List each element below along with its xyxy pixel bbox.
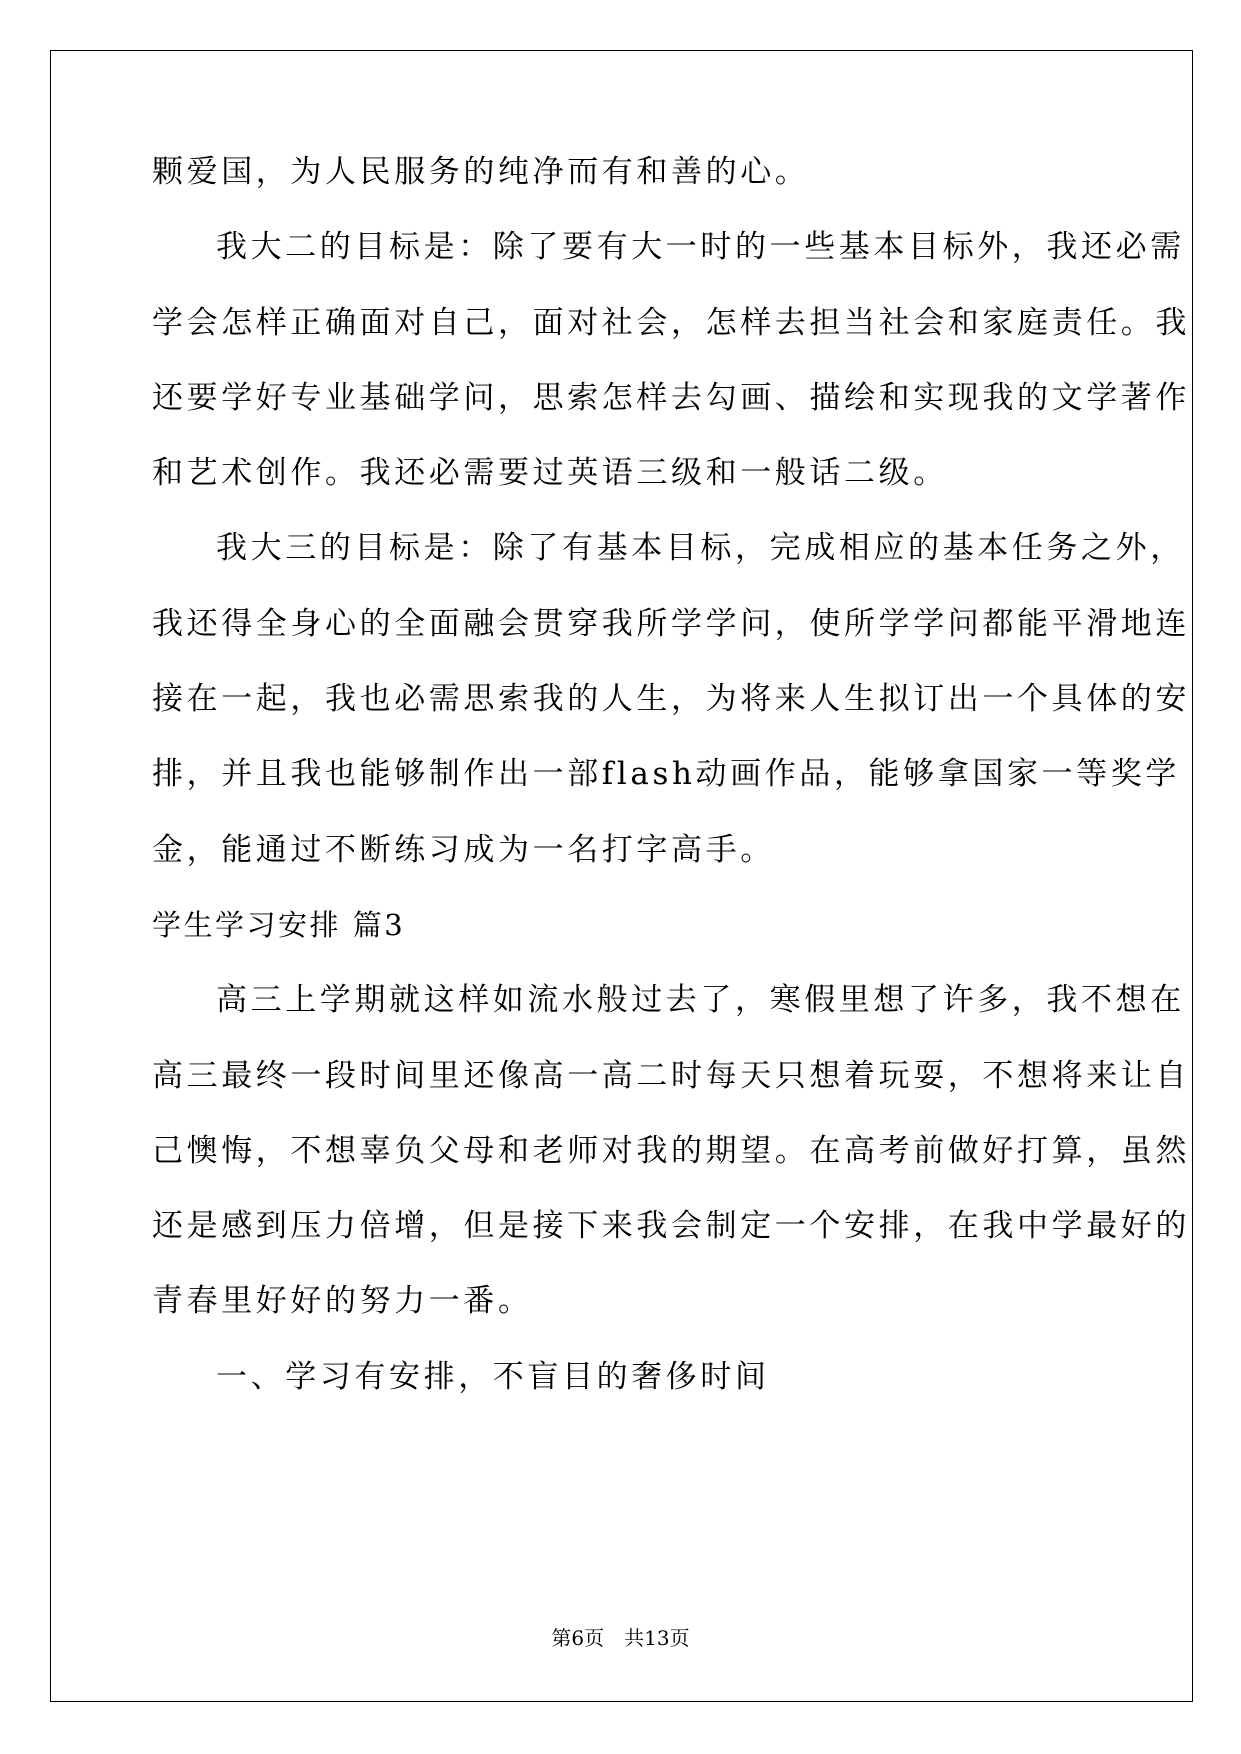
text-line: 青春里好好的努力一番。 [152, 1283, 533, 1319]
subheading: 一、学习有安排，不盲目的奢侈时间 [216, 1359, 770, 1395]
text-line: 接在一起，我也必需思索我的人生，为将来人生拟订出一个具体的安 [152, 681, 1190, 717]
paragraph-start: 我大三的目标是：除了有基本目标，完成相应的基本任务之外， [216, 530, 1185, 566]
page-footer: 第6页 共13页 [551, 1626, 690, 1650]
text-line: 还要学好专业基础学问，思索怎样去勾画、描绘和实现我的文学著作 [152, 380, 1190, 416]
text-line: 我还得全身心的全面融会贯穿我所学学问，使所学学问都能平滑地连 [152, 606, 1190, 642]
text-line: 学会怎样正确面对自己，面对社会，怎样去担当社会和家庭责任。我 [152, 305, 1190, 341]
text-line: 己懊悔，不想辜负父母和老师对我的期望。在高考前做好打算，虽然 [152, 1133, 1190, 1169]
text-line: 高三最终一段时间里还像高一高二时每天只想着玩耍，不想将来让自 [152, 1058, 1190, 1094]
section-heading: 学生学习安排 篇3 [152, 908, 406, 942]
paragraph-start: 高三上学期就这样如流水般过去了，寒假里想了许多，我不想在 [216, 982, 1185, 1018]
paragraph-start: 我大二的目标是：除了要有大一时的一些基本目标外，我还必需 [216, 229, 1185, 265]
text-line: 还是感到压力倍增，但是接下来我会制定一个安排，在我中学最好的 [152, 1208, 1190, 1244]
text-line: 颗爱国，为人民服务的纯净而有和善的心。 [152, 154, 810, 190]
text-line: 和艺术创作。我还必需要过英语三级和一般话二级。 [152, 455, 948, 491]
text-line: 排，并且我也能够制作出一部flash动画作品，能够拿国家一等奖学 [152, 756, 1180, 792]
text-line: 金，能通过不断练习成为一名打字高手。 [152, 832, 775, 868]
page-border [50, 50, 1193, 1702]
